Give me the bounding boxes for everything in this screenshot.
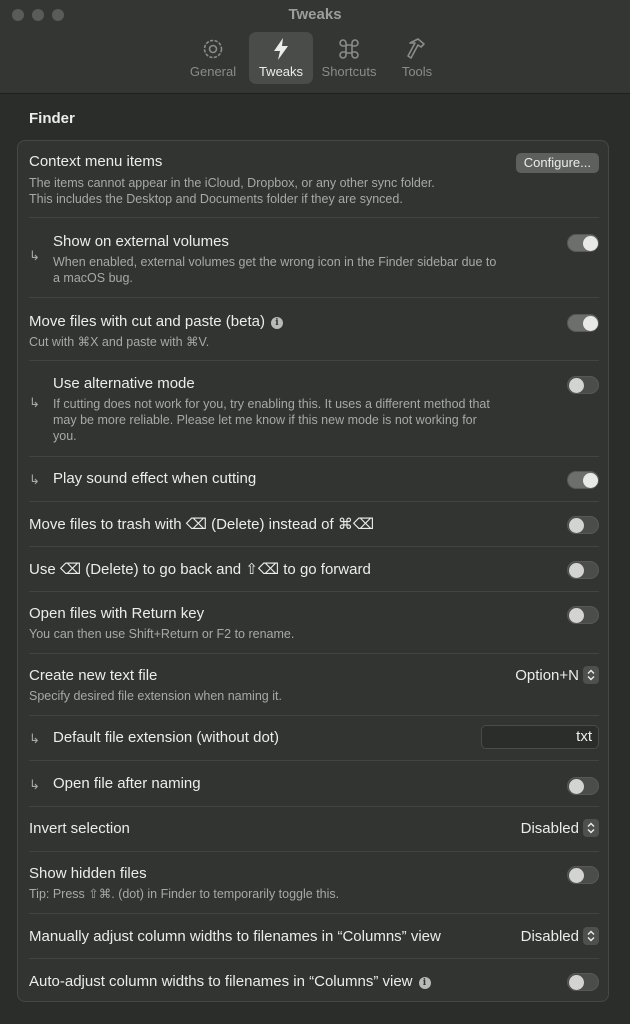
row-description: Tip: Press ⇧⌘. (dot) in Finder to temporarily toggle this. — [29, 887, 340, 901]
tab-general[interactable] — [181, 32, 245, 84]
extension-field[interactable]: txt — [481, 725, 599, 749]
row-title: Show on external volumes — [53, 233, 229, 250]
auto-column-widths-toggle[interactable] — [567, 973, 599, 991]
sub-option-arrow-icon: ↳ — [29, 731, 40, 746]
default-extension-row — [29, 716, 599, 761]
tab-tweaks[interactable] — [249, 32, 313, 84]
row-description: may be more reliable. Please let me know if this new mode is not working for — [53, 413, 477, 427]
sound-effect-toggle[interactable] — [567, 471, 599, 489]
row-description: a macOS bug. — [53, 271, 133, 285]
row-description: Specify desired file extension when naming it. — [29, 689, 282, 703]
settings-panel — [17, 140, 609, 1002]
invert-selection-select[interactable] — [521, 819, 599, 837]
row-description: Cut with ⌘X and paste with ⌘V. — [29, 335, 210, 349]
external-volumes-row — [29, 218, 599, 298]
trash-delete-row — [29, 502, 599, 547]
row-title: Create new text file — [29, 667, 158, 684]
cut-paste-toggle[interactable] — [567, 314, 599, 332]
row-title: Use ⌫ (Delete) to go back and ⇧⌫ to go forward — [29, 561, 371, 578]
select-value: Disabled — [520, 819, 579, 837]
invert-selection-row — [29, 807, 599, 852]
external-volumes-toggle[interactable] — [567, 234, 599, 252]
command-icon — [334, 36, 364, 62]
toolbar-tabs — [0, 32, 630, 84]
tab-label: Tweaks — [258, 64, 304, 79]
open-after-naming-row — [29, 761, 599, 807]
bolt-icon — [266, 36, 296, 62]
row-title: Manually adjust column widths to filenames in “Columns” view — [29, 928, 441, 945]
context-menu-row — [29, 141, 599, 218]
row-title: Show hidden files — [29, 865, 147, 882]
row-description: When enabled, external volumes get the wrong icon in the Finder sidebar due to — [53, 255, 497, 269]
sound-effect-row — [29, 457, 599, 502]
row-title: Open files with Return key — [29, 605, 205, 622]
back-forward-row — [29, 547, 599, 592]
return-key-row — [29, 592, 599, 654]
auto-column-widths-row — [29, 959, 599, 1003]
configure-button[interactable]: Configure... — [516, 153, 599, 173]
window-title: Tweaks — [288, 6, 342, 23]
hidden-files-toggle[interactable] — [567, 866, 599, 884]
gear-icon — [198, 36, 228, 62]
sub-option-arrow-icon: ↳ — [29, 248, 40, 263]
manual-column-widths-row — [29, 914, 599, 959]
shortcut-select[interactable] — [515, 666, 599, 684]
info-icon[interactable]: i — [419, 977, 431, 989]
open-after-naming-toggle[interactable] — [567, 777, 599, 795]
info-icon[interactable]: i — [271, 317, 283, 329]
tab-label: General — [189, 64, 237, 79]
tab-tools[interactable] — [385, 32, 449, 84]
select-value: Option+N — [515, 666, 579, 684]
row-title: Move files to trash with ⌫ (Delete) instead of ⌘⌫ — [29, 516, 375, 533]
cut-paste-row — [29, 298, 599, 361]
row-title: Open file after naming — [53, 775, 201, 792]
row-title: Use alternative mode — [53, 375, 195, 392]
select-value: Disabled — [520, 927, 579, 945]
row-title: Auto-adjust column widths to filenames in “Columns” view i — [29, 973, 431, 990]
tab-label: Shortcuts — [321, 64, 377, 79]
tab-shortcuts[interactable] — [317, 32, 381, 84]
sub-option-arrow-icon: ↳ — [29, 472, 40, 487]
row-title: Context menu items — [29, 153, 163, 170]
row-title: Invert selection — [29, 820, 130, 837]
tab-label: Tools — [401, 64, 433, 79]
chevron-updown-icon — [583, 927, 599, 945]
return-key-toggle[interactable] — [567, 606, 599, 624]
chevron-updown-icon — [583, 819, 599, 837]
manual-column-widths-select[interactable] — [521, 927, 599, 945]
row-description: This includes the Desktop and Documents folder if they are synced. — [29, 192, 403, 206]
row-description: If cutting does not work for you, try enabling this. It uses a different method that — [53, 397, 490, 411]
chevron-updown-icon — [583, 666, 599, 684]
hammer-icon — [402, 36, 432, 62]
section-title: Finder — [29, 110, 75, 127]
row-title: Play sound effect when cutting — [53, 470, 257, 487]
back-forward-toggle[interactable] — [567, 561, 599, 579]
trash-delete-toggle[interactable] — [567, 516, 599, 534]
title-bar — [0, 0, 630, 94]
sub-option-arrow-icon: ↳ — [29, 395, 40, 410]
row-title: Default file extension (without dot) — [53, 729, 279, 746]
row-title: Move files with cut and paste (beta) i — [29, 313, 283, 330]
row-description: The items cannot appear in the iCloud, Dropbox, or any other sync folder. — [29, 176, 435, 190]
hidden-files-row — [29, 852, 599, 914]
alternative-mode-row — [29, 361, 599, 457]
row-description: you. — [53, 429, 77, 443]
row-description: You can then use Shift+Return or F2 to rename. — [29, 627, 295, 641]
sub-option-arrow-icon: ↳ — [29, 777, 40, 792]
new-text-file-row — [29, 654, 599, 716]
alternative-mode-toggle[interactable] — [567, 376, 599, 394]
